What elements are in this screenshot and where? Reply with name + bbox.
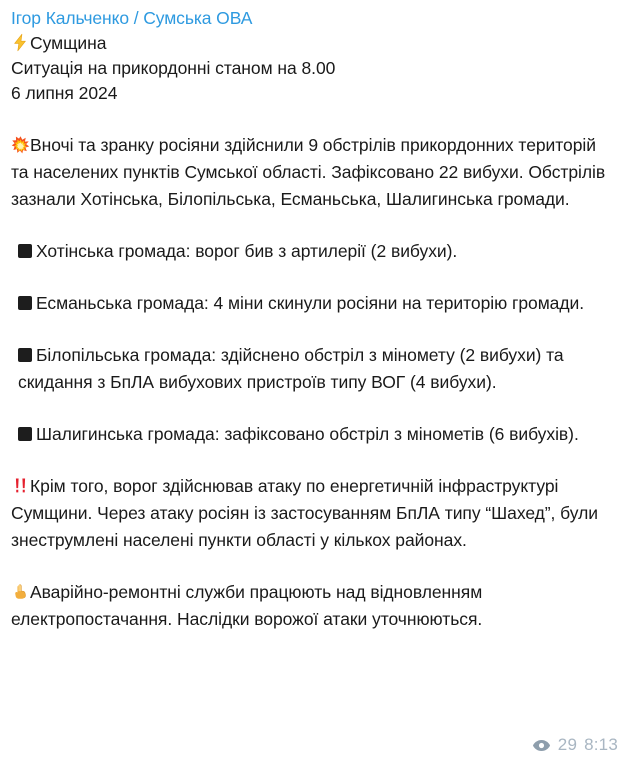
intro-paragraph [11,132,616,213]
high-voltage-icon [11,33,30,52]
black-square-icon [18,296,32,310]
spacer [11,317,616,342]
post-meta [532,735,618,755]
post-time: 8:13 [584,735,618,754]
post-subtitle: Ситуація на прикордонні станом на 8.00 [11,58,336,78]
note-paragraph [11,579,616,633]
bullet-item [11,342,616,396]
note-text: Аварійно-ремонтні служби працюють над відновленням електропостачання. Наслідки ворожої атаки уточнюються. [11,582,483,629]
collision-icon [11,135,30,154]
spacer [11,396,616,421]
bullet-text: Шалигинська громада: зафіксовано обстріл з мінометів (6 вибухів). [36,424,579,444]
index-pointing-up-icon [11,582,30,601]
spacer [11,213,616,238]
double-exclamation-icon [11,476,30,495]
post-date: 6 липня 2024 [11,83,118,103]
spacer [11,106,616,132]
region-line [11,31,616,56]
bullet-item [11,290,616,317]
region-name: Сумщина [30,33,107,53]
warning-paragraph [11,473,616,554]
bullet-text: Есманьська громада: 4 міни скинули росіяни на територію громади. [36,293,585,313]
black-square-icon [18,244,32,258]
black-square-icon [18,348,32,362]
bullet-text: Хотінська громада: ворог бив з артилерії (2 вибухи). [36,241,458,261]
eye-icon [532,736,551,755]
spacer [11,265,616,290]
bullet-item [11,238,616,265]
spacer [11,448,616,473]
warning-text: Крім того, ворог здійснював атаку по енергетичній інфраструктурі Сумщини. Через атаку росіян із застосуванням БпЛА типу “Шахед”, були знеструмлені населені пункти області у кількох районах. [11,476,598,550]
intro-text: Вночі та зранку росіяни здійснили 9 обстрілів прикордонних територій та населених пунктів Сумської області. Зафіксовано 22 вибухи. Обстрілів зазнали Хотінська, Білопільська, Есманьська, Шалигинська громади. [11,135,606,209]
black-square-icon [18,427,32,441]
view-count: 29 [557,735,578,754]
channel-link[interactable]: Ігор Кальченко / Сумська ОВА [11,8,253,28]
bullet-item [11,421,616,448]
spacer [11,554,616,579]
bullet-text: Білопільська громада: здійснено обстріл з міномету (2 вибухи) та скидання з БпЛА вибухових пристроїв типу ВОГ (4 вибухи). [18,345,564,392]
